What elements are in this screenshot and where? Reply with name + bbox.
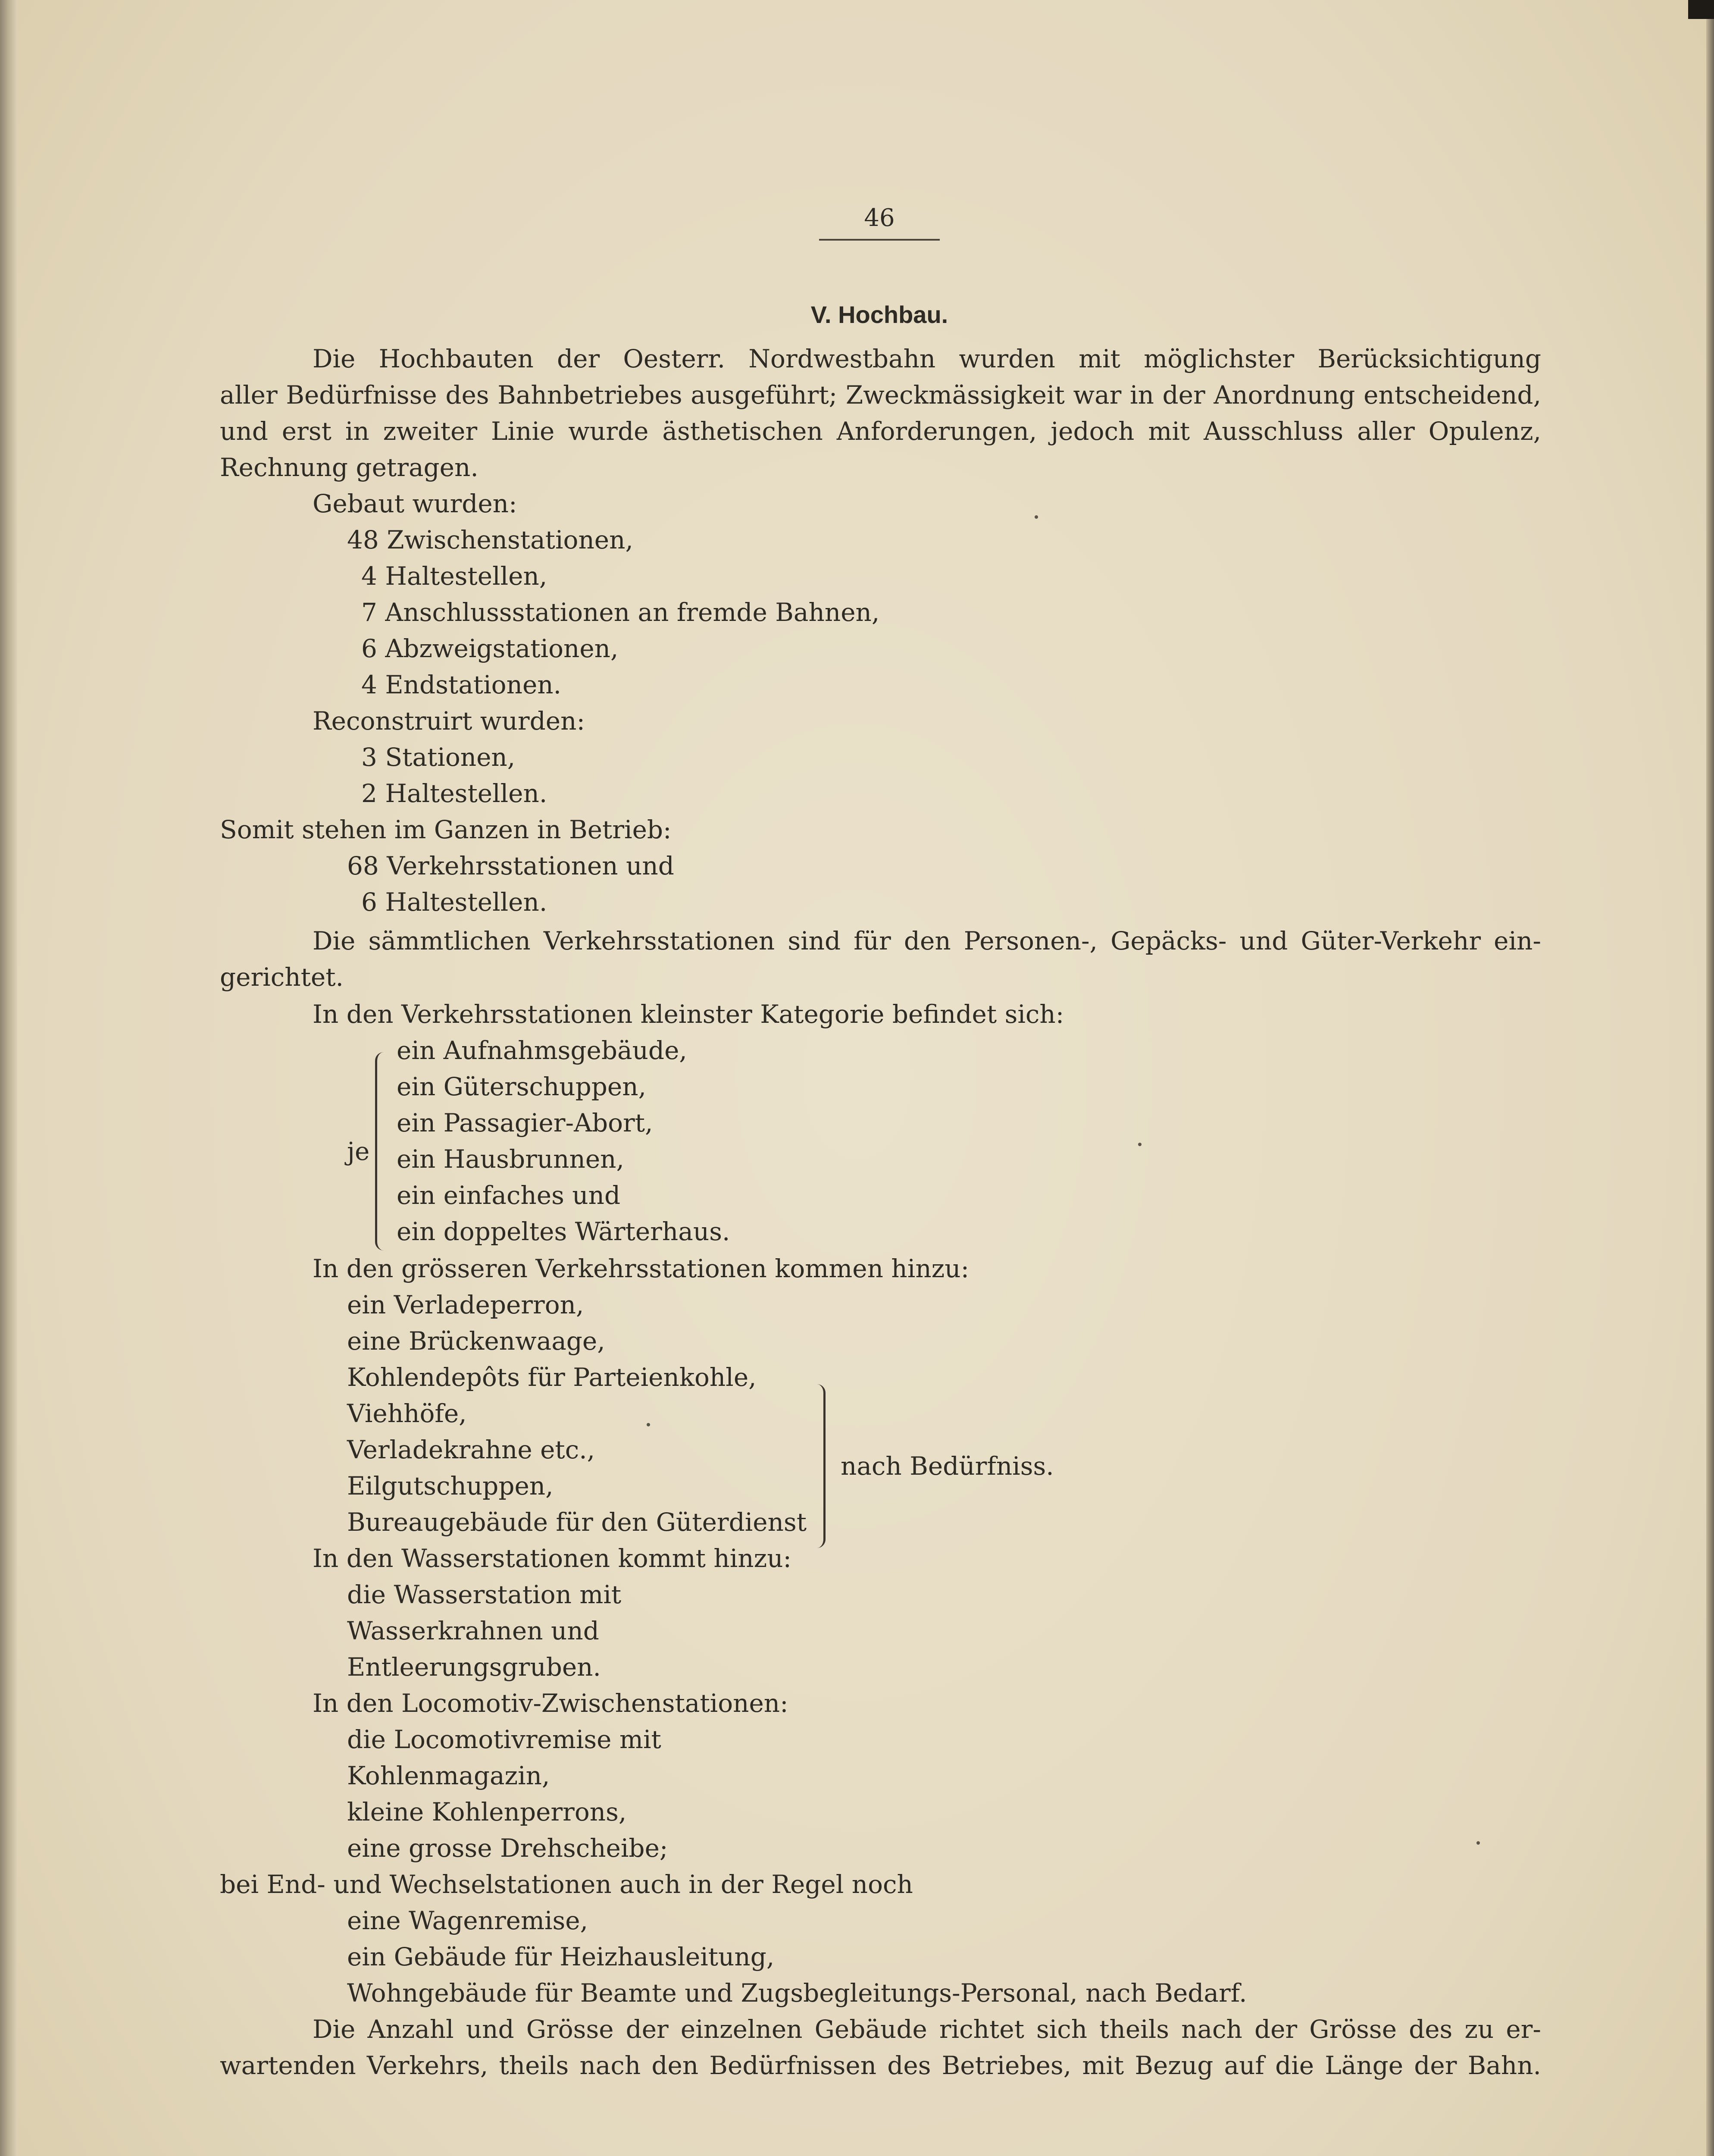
- smallest-item: ein Aufnahmsgebäude,: [397, 1036, 687, 1065]
- paper-speck: [1138, 1143, 1142, 1146]
- larger-item: ein Verladeperron,: [347, 1290, 584, 1319]
- smallest-label: In den Verkehrsstationen kleinster Kategorie befindet sich:: [313, 1000, 1064, 1029]
- left-brace: [375, 1052, 390, 1250]
- larger-item: Verladekrahne etc.,: [347, 1435, 595, 1464]
- larger-item: Bureaugebäude für den Güterdienst: [347, 1507, 807, 1537]
- reconstructed-item: 3 Stationen,: [361, 743, 516, 772]
- reconstructed-label: Reconstruirt wurden:: [313, 706, 585, 736]
- loco-item: kleine Kohlenperrons,: [347, 1797, 627, 1827]
- smallest-item: ein doppeltes Wärterhaus.: [397, 1217, 730, 1246]
- paper-speck: [1476, 1841, 1480, 1845]
- smallest-item: ein einfaches und: [397, 1181, 621, 1210]
- reconstructed-item: 2 Haltestellen.: [361, 779, 547, 808]
- built-item: 4 Haltestellen,: [361, 561, 547, 591]
- larger-item: eine Brückenwaage,: [347, 1326, 605, 1356]
- smallest-item: ein Hausbrunnen,: [397, 1144, 624, 1174]
- end-stations-item: Wohngebäude für Beamte und Zugsbegleitungs-Personal, nach Bedarf.: [347, 1978, 1247, 2008]
- loco-item: Kohlenmagazin,: [347, 1761, 550, 1790]
- built-item: 7 Anschlussstationen an fremde Bahnen,: [361, 598, 880, 627]
- traffic-line: Die sämmtlichen Verkehrsstationen sind für den Personen-, Gepäcks- und Güter-Verkehr ein-: [313, 926, 1541, 956]
- traffic-line: gerichtet.: [220, 962, 344, 992]
- larger-item: Viehhöfe,: [347, 1399, 467, 1428]
- total-item: 6 Haltestellen.: [361, 887, 547, 917]
- built-item: 48 Zwischenstationen,: [347, 525, 633, 555]
- total-label: Somit stehen im Ganzen in Betrieb:: [220, 815, 672, 844]
- water-item: Wasserkrahnen und: [347, 1616, 599, 1645]
- right-brace: [810, 1384, 826, 1548]
- loco-item: eine grosse Drehscheibe;: [347, 1833, 668, 1863]
- intro-line: und erst in zweiter Linie wurde ästhetischen Anforderungen, jedoch mit Ausschluss aller Opulenz,: [220, 417, 1541, 446]
- page-number-rule: [819, 239, 940, 241]
- binding-edge: [0, 0, 17, 2156]
- je-label: je: [347, 1137, 370, 1166]
- water-item: die Wasserstation mit: [347, 1580, 622, 1609]
- end-stations-item: ein Gebäude für Heizhausleitung,: [347, 1942, 775, 1971]
- intro-line: Rechnung getragen.: [220, 453, 479, 482]
- water-item: Entleerungsgruben.: [347, 1652, 601, 1682]
- section-heading: V. Hochbau.: [810, 301, 948, 328]
- larger-item: Kohlendepôts für Parteienkohle,: [347, 1363, 757, 1392]
- loco-label: In den Locomotiv-Zwischenstationen:: [313, 1689, 788, 1718]
- built-item: 6 Abzweigstationen,: [361, 634, 619, 663]
- as-needed-note: nach Bedürfniss.: [841, 1451, 1054, 1481]
- built-label: Gebaut wurden:: [313, 489, 517, 518]
- page-right-edge: [1706, 0, 1714, 2156]
- larger-item: Eilgutschuppen,: [347, 1471, 554, 1501]
- loco-item: die Locomotivremise mit: [347, 1725, 661, 1754]
- larger-label: In den grösseren Verkehrsstationen kommen hinzu:: [313, 1254, 970, 1283]
- total-item: 68 Verkehrsstationen und: [347, 851, 674, 881]
- page-number: 46: [864, 204, 895, 232]
- water-label: In den Wasserstationen kommt hinzu:: [313, 1544, 792, 1573]
- corner-mark: [1688, 0, 1714, 19]
- built-item: 4 Endstationen.: [361, 670, 562, 699]
- smallest-item: ein Passagier-Abort,: [397, 1108, 653, 1138]
- smallest-item: ein Güterschuppen,: [397, 1072, 647, 1101]
- intro-line: Die Hochbauten der Oesterr. Nordwestbahn wurden mit möglichster Berücksichtigung: [313, 344, 1541, 373]
- intro-line: aller Bedürfnisse des Bahnbetriebes ausgeführt; Zweckmässigkeit war in der Anordnung entscheidend,: [220, 380, 1541, 410]
- end-stations-label: bei End- und Wechselstationen auch in der Regel noch: [220, 1870, 913, 1899]
- closing-line: Die Anzahl und Grösse der einzelnen Gebäude richtet sich theils nach der Grösse des zu er-: [313, 2015, 1541, 2044]
- paper-speck: [1035, 515, 1038, 519]
- closing-line: wartenden Verkehrs, theils nach den Bedürfnissen des Betriebes, mit Bezug auf die Länge der Bahn.: [220, 2051, 1541, 2080]
- paper-speck: [647, 1423, 650, 1426]
- end-stations-item: eine Wagenremise,: [347, 1906, 588, 1935]
